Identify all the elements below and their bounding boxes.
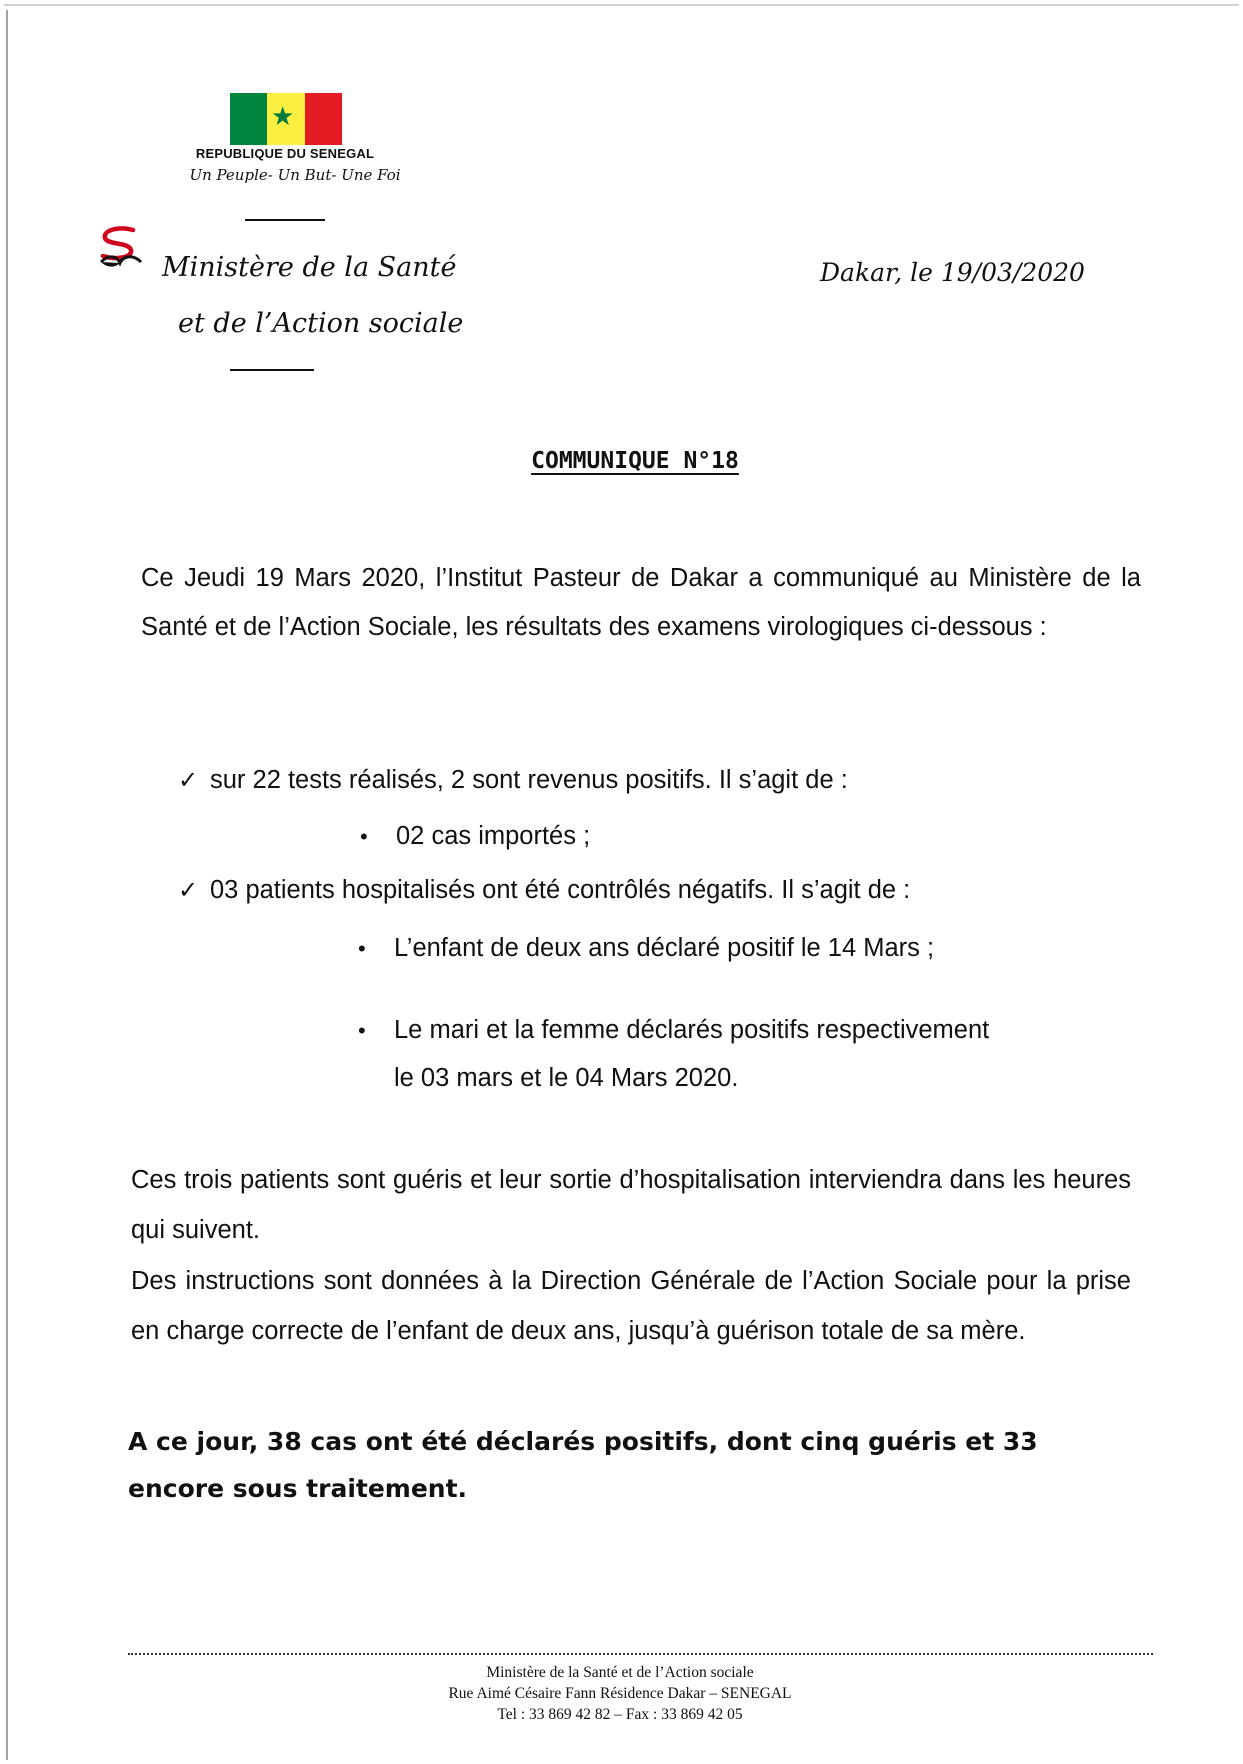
- intro-paragraph: Ce Jeudi 19 Mars 2020, l’Institut Pasteur de Dakar a communiqué au Ministère de la Santé et de l’Action Sociale, les résultats des examens virologiques ci-dessous :: [141, 564, 1141, 641]
- header-divider-bottom: [230, 369, 314, 371]
- star-icon: ★: [271, 102, 295, 132]
- sub-item-couple-continuation: [394, 1064, 738, 1093]
- conclusion-paragraph: A ce jour, 38 cas ont été déclarés positifs, dont cinq guéris et 33 encore sous traitement.: [128, 1427, 1038, 1503]
- sub-item-child: [358, 934, 934, 963]
- result-item-tests: [178, 766, 848, 795]
- ministry-name: [162, 240, 522, 352]
- instructions-paragraph: Des instructions sont données à la Direction Générale de l’Action Sociale pour la prise en charge correcte de l’enfant de deux ans, jusqu’à guérison totale de sa mère.: [131, 1267, 1131, 1345]
- ministry-name-line1: Ministère de la Santé: [162, 252, 457, 283]
- result-item-negative-controls: [178, 876, 910, 905]
- footer-address: [380, 1662, 860, 1725]
- checkmark-icon: ✓: [178, 877, 199, 904]
- ministry-logo-icon: [95, 226, 145, 270]
- header-divider-top: [245, 219, 325, 221]
- result-item-tests-text: sur 22 tests réalisés, 2 sont revenus positifs. Il s’agit de :: [210, 766, 848, 794]
- national-motto: Un Peuple- Un But- Une Foi: [189, 166, 401, 184]
- scan-edge-top: [4, 4, 1239, 6]
- sub-item-imported-cases-text: 02 cas importés ;: [396, 822, 591, 850]
- bullet-icon: •: [358, 936, 366, 961]
- flag-green-band: [230, 93, 267, 145]
- sub-item-couple-text-line2: le 03 mars et le 04 Mars 2020.: [394, 1064, 739, 1092]
- footer-ministry: Ministère de la Santé et de l’Action sociale: [486, 1664, 754, 1681]
- recovery-paragraph: Ces trois patients sont guéris et leur sortie d’hospitalisation interviendra dans les heures qui suivent.: [131, 1166, 1131, 1244]
- document-title: COMMUNIQUE N°18: [531, 448, 739, 474]
- result-item-negative-controls-text: 03 patients hospitalisés ont été contrôlés négatifs. Il s’agit de :: [210, 876, 911, 904]
- footer-divider: [128, 1653, 1153, 1655]
- sub-item-imported-cases: [360, 822, 590, 851]
- sub-item-child-text: L’enfant de deux ans déclaré positif le 14 Mars ;: [394, 934, 935, 962]
- sub-item-couple-text-line1: Le mari et la femme déclarés positifs respectivement: [394, 1016, 990, 1044]
- footer-street: Rue Aimé Césaire Fann Résidence Dakar – SENEGAL: [448, 1685, 792, 1702]
- sub-item-couple: [358, 1016, 989, 1045]
- place-and-date: Dakar, le 19/03/2020: [820, 258, 1085, 287]
- bullet-icon: •: [360, 824, 368, 849]
- bullet-icon: •: [358, 1018, 366, 1043]
- checkmark-icon: ✓: [178, 767, 199, 794]
- footer-contact: Tel : 33 869 42 82 – Fax : 33 869 42 05: [497, 1706, 743, 1723]
- ministry-name-line2: et de l’Action sociale: [178, 308, 464, 339]
- senegal-flag: [230, 93, 342, 145]
- country-name: REPUBLIQUE DU SENEGAL: [195, 146, 375, 161]
- flag-red-band: [305, 93, 342, 145]
- scan-edge: [6, 10, 8, 1760]
